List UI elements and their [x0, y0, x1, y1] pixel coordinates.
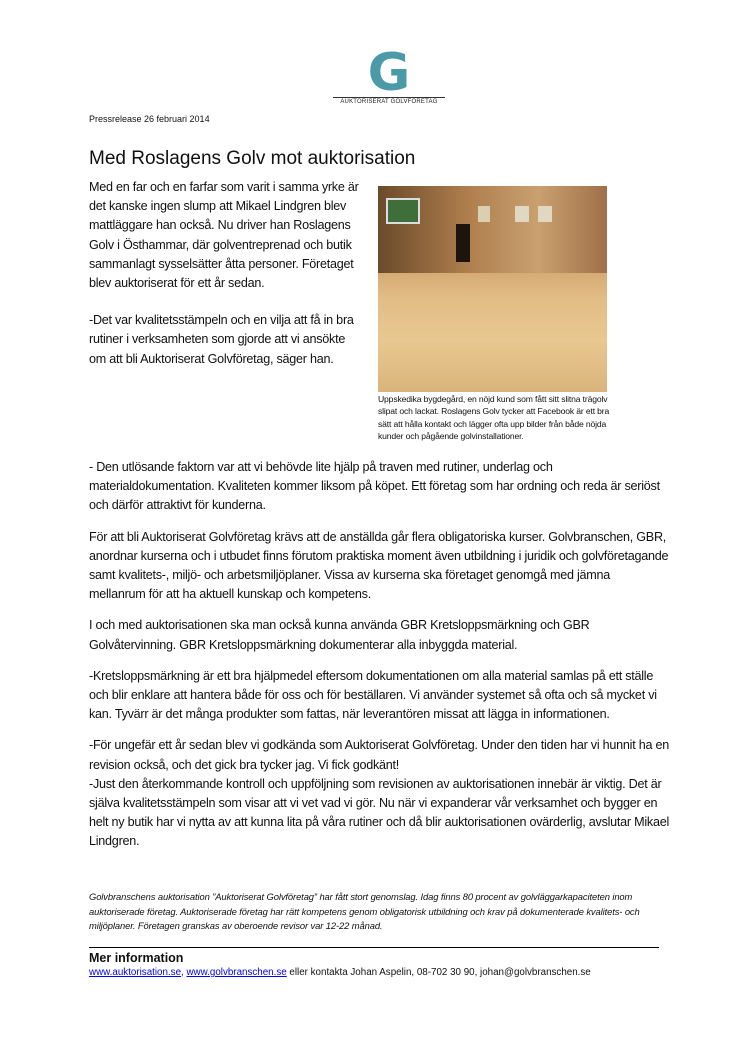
contact-text: eller kontakta Johan Aspelin, 08-702 30 90, johan@golvbranschen.se: [286, 967, 591, 978]
intro-text: [89, 178, 364, 387]
contact-line: [89, 967, 591, 978]
floor-photo: [378, 186, 607, 392]
paragraph: I och med auktorisationen ska man också kunna använda GBR Kretsloppsmärkning och GBR Golvåtervinning. GBR Kretsloppsmärkning dokumenterar alla inbyggda material.: [89, 618, 590, 652]
paragraph: -För ungefär ett år sedan blev vi godkända som Auktoriserat Golvföretag. Under den tiden har vi hunnit ha en revision också, och det gick bra tycker jag. Vi fick godkänt!: [89, 738, 669, 772]
separator: ,: [181, 967, 187, 978]
paragraph: -Kretsloppsmärkning är ett bra hjälpmedel eftersom dokumentationen om alla material samlas på ett ställe och blir enklare att hantera både för oss och för beställaren. Vi använder systemet så ofta och så mycket vi kan. Tyvärr är det många produkter som fattas, när leverantören missat att lägga in informationen.: [89, 668, 657, 722]
paragraph: - Den utlösande faktorn var att vi behövde lite hjälp på traven med rutiner, underlag och materialdokumentation. Kvaliteten kommer liksom på köpet. Ett företag som har ordning och reda är seriöst och därför attraktivt för kunderna.: [89, 460, 660, 513]
logo-text: AUKTORISERAT GOLVFÖRETAG: [340, 99, 438, 105]
golvbranschen-link[interactable]: www.golvbranschen.se: [186, 967, 287, 978]
body-text: [89, 458, 669, 864]
more-info-heading: Mer information: [89, 951, 184, 965]
paragraph: -Det var kvalitetsstämpeln och en vilja att få in bra rutiner i verksamheten som gjorde att vi ansökte om att bli Auktoriserat Golvföretag, säger han.: [89, 313, 354, 366]
paragraph: För att bli Auktoriserat Golvföretag krävs att de anställda går flera obligatoriska kurser. Golvbranschen, GBR, anordnar kurserna och i utbudet finns förutom praktiska moment även utbildning i juridik och golvföretagande samt kvalitets-, miljö- och arbetsmiljöplaner. Vissa av kurserna ska företaget genomgå med jämna mellanrum för att ha aktuell kunskap och kompetens.: [89, 529, 669, 602]
boilerplate-note: Golvbranschens auktorisation ”Auktoriserat Golvföretag” har fått stort genomslag. Idag finns 80 procent av golvläggarkapaciteten inom auktoriserade företag. Auktoriserade företag har rätt kompetens genom obligatorisk utbildning och krav på dokumenterade kvalitets- och miljöplaner. Företagen granskas av oberoende revisor var 12-22 månad.: [89, 891, 640, 931]
divider: [89, 947, 659, 948]
auktorisation-link[interactable]: www.auktorisation.se: [89, 967, 182, 978]
photo-caption: Uppskedika bygdegård, en nöjd kund som fått sitt slitna trägolv slipat och lackat. Roslagens Golv tycker att Facebook är ett bra sätt att hålla kontakt och lägger ofta upp bilder från både nöjda kunder och pågående golvinstallationer.: [378, 394, 610, 442]
press-date: Pressrelease 26 februari 2014: [89, 114, 210, 124]
logo-letter: G: [367, 43, 411, 103]
logo: [333, 43, 445, 105]
paragraph: -Just den återkommande kontroll och uppföljning som revisionen av auktorisationen innebär är viktig. Det är själva kvalitetsstämpeln som visar att vi vet vad vi gör. Nu när vi expanderar vår verksamhet och bygger en helt ny butik har vi nytta av att kunna lita på våra rutiner och då blir auktorisationen ovärderlig, avslutar Mikael Lindgren.: [89, 776, 670, 849]
paragraph: Med en far och en farfar som varit i samma yrke är det kanske ingen slump att Mikael Lindgren blev mattläggare han också. Nu driver han Roslagens Golv i Östhammar, där golventreprenad och butik sammanlagt sysselsätter åtta personer. Företaget blev auktoriserat för ett år sedan.: [89, 180, 359, 291]
page-title: Med Roslagens Golv mot auktorisation: [89, 148, 416, 169]
